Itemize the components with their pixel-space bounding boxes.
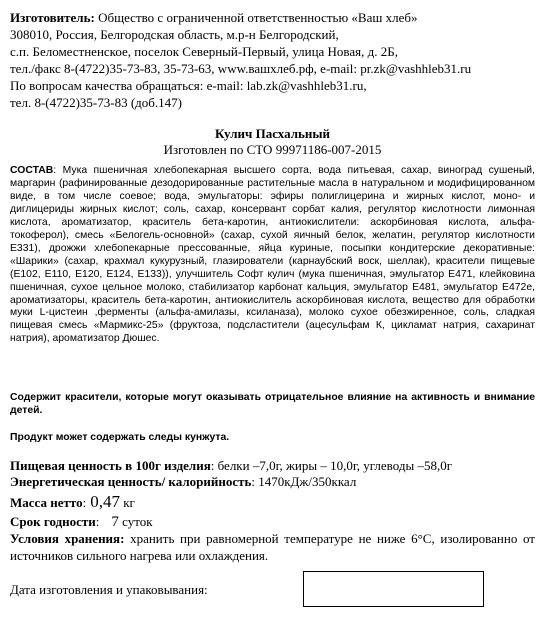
sesame-warning: Продукт может содержать следы кунжута. — [10, 432, 230, 443]
energy-label: Энергетическая ценность/ калорийность — [10, 474, 252, 489]
shelf-life-label: Срок годности — [10, 514, 96, 529]
product-title: Кулич Пасхальный — [214, 126, 331, 141]
shelf-life-unit: суток — [118, 514, 153, 529]
manufacturer-address-2: с.п. Беломестненское, поселок Северный-Первый, улица Новая, д. 2Б, — [10, 44, 398, 59]
net-mass-label: Масса нетто — [10, 495, 83, 510]
net-mass-unit: кг — [119, 495, 135, 510]
net-mass-line — [10, 492, 135, 513]
shelf-life-line — [10, 512, 153, 532]
nutrition-label: Пищевая ценность в 100г изделия — [10, 458, 211, 473]
energy-value: : 1470кДж/350ккал — [251, 474, 357, 489]
storage-text: хранить при равномерной температуре не ниже 6°С, изолированно от источников сильного нагрева или охлаждения. — [10, 531, 535, 563]
composition-text: : Мука пшеничная хлебопекарная высшего сорта, вода питьевая, сахар, виноград сушеный, маргарин (рафинированные дезодорированные растительные масла в натуральном и модифицированном виде, в том числе соевое; вода, эмульгаторы: эфиры полиглицерина и жирных кислот, моно- и диглицериды жирных кислот; соль, сахар, консервант сорбат калия, регулятор кислотности лимонная кислота, ароматизатор, краситель бета-каротин, антиокислители: аскорбиновая кислота, альфа-токоферол), смесь «Белогель-основной» (сахар, сухой яичный белок, желатин, регулятор кислотности Е331), дрожжи хлебопекарные прессованные, яйца куриные, посыпки кондитерские декоративные: «Шарики» (сахар, крахмал кукурузный, глазирователи (карнаубский воск, шеллак), красители пищевые (Е102, Е110, Е120, Е124, Е133)), улучшитель Софт кулич (мука пшеничная, эмульгатор Е471, клейковина пшеничная, сухое цельное молоко, стабилизатор карбонат кальция, эмульгатор Е481, эмульгатор Е472е, ароматизаторы, краситель бета-каротин, антиокислитель аскорбиновая кислота, вещество для обработки муки L-цистеин ,ферменты (альфа-амилазы, ксиланаза), молоко сухое обезжиренное, соль, сладкая пищевая смесь «Мармикс-25» (фруктоза, подсластители (ацесульфам К, цикламат натрия, сахаринат натрия), ароматизатор Дюшес. — [10, 165, 535, 345]
quality-phone: тел. 8-(4722)35-73-83 (доб.147) — [10, 95, 182, 110]
manufacturer-block — [10, 9, 540, 111]
storage-label: Условия хранения: — [10, 531, 125, 546]
net-mass-colon: : — [82, 495, 87, 510]
manufacturer-label: Изготовитель: — [10, 10, 95, 25]
composition-block — [10, 165, 535, 346]
colorant-warning: Содержит красители, которые могут оказывать отрицательное влияние на активность и внимание детей. — [10, 392, 535, 416]
manufacturer-name: Общество с ограниченной ответственностью «Ваш хлеб» — [94, 10, 418, 25]
net-mass-value: 0,47 — [90, 492, 120, 511]
nutrition-value: : белки –7,0г, жиры – 10,0г, углеводы –58,0г — [210, 458, 453, 473]
quality-contact: По вопросам качества обращаться: e-mail: lab.zk@vashhleb31.ru, — [10, 78, 367, 93]
composition-label: СОСТАВ — [10, 165, 54, 176]
nutrition-line — [10, 458, 452, 474]
production-date-label: Дата изготовления и упаковывания: — [10, 582, 208, 597]
production-date-box — [303, 571, 484, 607]
manufacturer-address-1: 308010, Россия, Белгородская область, м.р-н Белгородский, — [10, 27, 339, 42]
manufacturer-line — [10, 9, 540, 26]
shelf-life-value: 7 — [111, 514, 119, 530]
energy-line — [10, 474, 356, 490]
shelf-life-colon: : — [95, 514, 100, 529]
storage-conditions — [10, 530, 535, 564]
product-standard: Изготовлен по СТО 99971186-007-2015 — [163, 142, 382, 157]
manufacturer-contacts: тел./факс 8-(4722)35-73-83, 35-73-63, www.вашхлеб.рф, e-mail: pr.zk@vashhleb31.ru — [10, 61, 472, 76]
